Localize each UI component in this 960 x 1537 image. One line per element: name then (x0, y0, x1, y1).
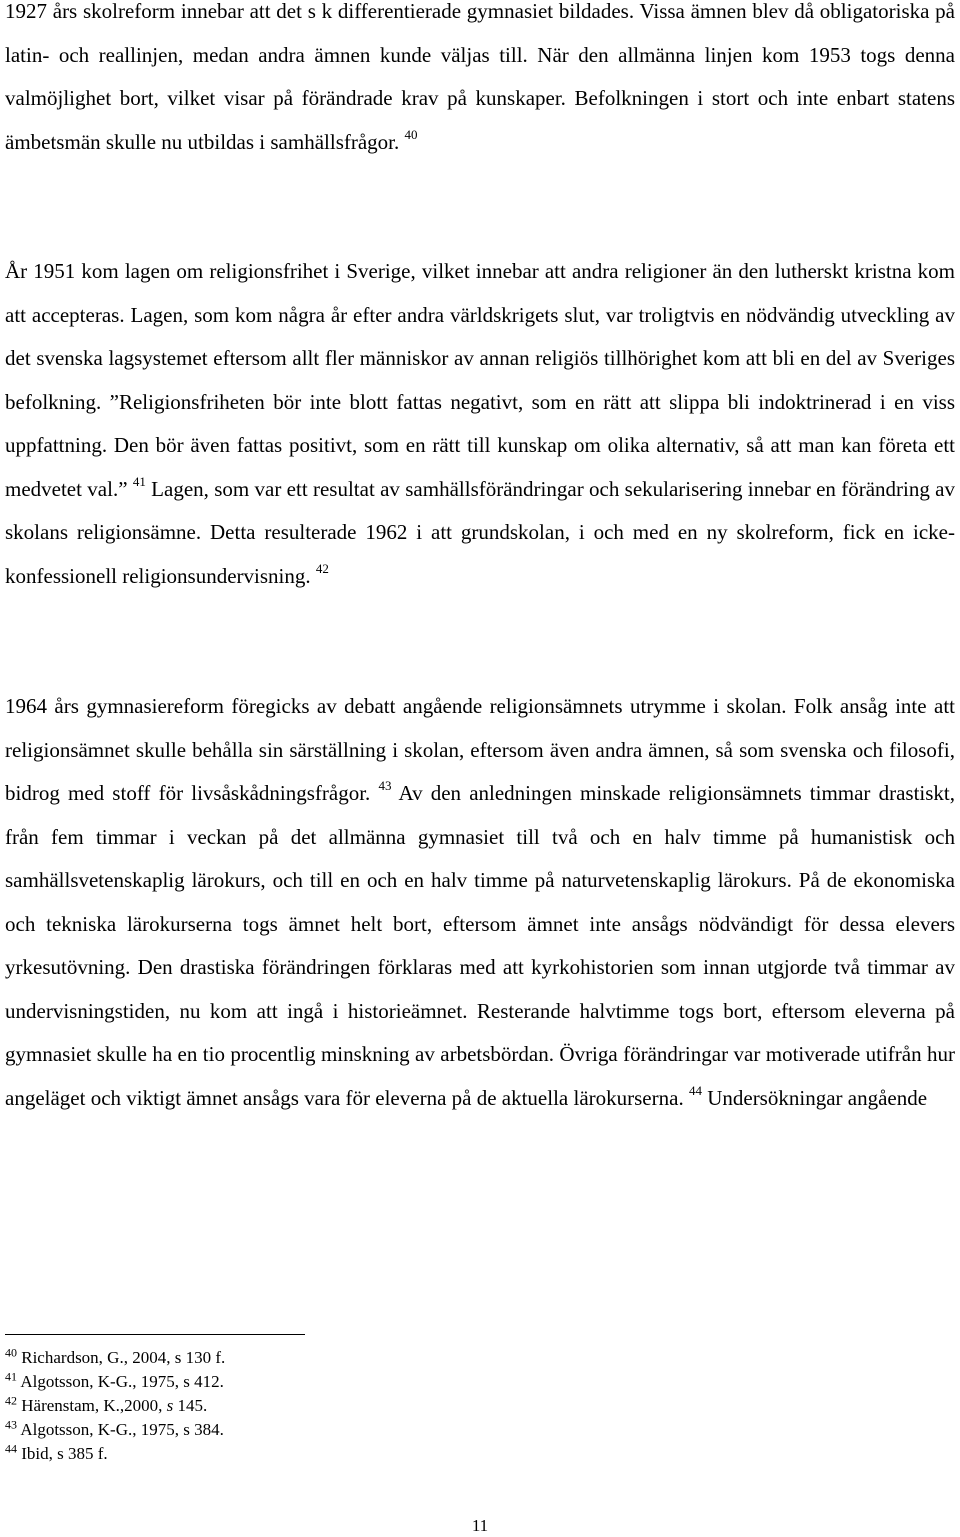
footnote-text: Härenstam, K.,2000, s 145. (21, 1396, 208, 1415)
footnote-number: 44 (5, 1441, 17, 1456)
footnote-ref: 43 (378, 778, 392, 793)
paragraph-3 (5, 685, 955, 1120)
footnote-item (5, 1346, 605, 1370)
footnote-ref: 42 (315, 560, 329, 576)
footnote-text: Ibid, s 385 f. (21, 1444, 108, 1463)
footnote-ref: 44 (688, 1082, 702, 1098)
footnote-list (5, 1346, 605, 1466)
paragraph-1 (5, 0, 955, 164)
footnote-ref: 41 (132, 473, 146, 489)
footnote-text: Algotsson, K-G., 1975, s 412. (20, 1372, 224, 1391)
paragraph-text: År 1951 kom lagen om religionsfrihet i Sverige, vilket innebar att andra religioner än den lutherskt kristna kom att accepteras. Lagen, som kom några år efter andra världskrigets slut, var troligtvis en nödvändig utveckling av det svenska lagsystemet eftersom allt fler människor av annan religiös tillhörighet kom att bli en del av Sveriges befolkning. ”Religionsfriheten bör inte blott fattas negativt, som en rätt att slippa bli indoktrinerad i en viss uppfattning. Den bör även fattas positivt, som en rätt till kunskap om olika alternativ, så att man kan företa ett medvetet val.” (5, 259, 955, 501)
paragraph-2 (5, 250, 955, 598)
footnote-item (5, 1418, 605, 1442)
footnote-number: 40 (5, 1345, 17, 1360)
footnote-number: 43 (5, 1417, 17, 1432)
footnote-item (5, 1394, 605, 1418)
footnote-item (5, 1370, 605, 1394)
paragraph-text: 1927 års skolreform innebar att det s k differentierade gymnasiet bildades. Vissa ämnen blev då obligatoriska på latin- och reallinjen, medan andra ämnen kunde väljas till. När den allmänna linjen kom 1953 togs denna valmöjlighet bort, vilket visar på förändrade krav på kunskaper. Befolkningen i stort och inte enbart statens ämbetsmän skulle nu utbildas i samhällsfrågor. (5, 0, 955, 154)
footnote-item (5, 1442, 605, 1466)
paragraph-text: 1964 års gymnasiereform föregicks av debatt angående religionsämnets utrymme i skolan. Folk ansåg inte att religionsämnet skulle behålla sin särställning i skolan, eftersom även andra ämnen, så som svenska och filosofi, bidrog med stoff för livsåskådningsfrågor. (5, 694, 955, 805)
footnote-number: 42 (5, 1393, 17, 1408)
footnote-text: Algotsson, K-G., 1975, s 384. (20, 1420, 224, 1439)
paragraph-text: Av den anledningen minskade religionsämnets timmar drastiskt, från fem timmar i veckan på det allmänna gymnasiet till två och en halv timme på humanistisk och samhällsvetenskaplig lärokurs, och till en och en halv timme på naturvetenskaplig lärokurs. På de ekonomiska och tekniska lärokurserna togs ämnet helt bort, eftersom ämnet inte ansågs nödvändigt för dessa elevers yrkesutövning. Den drastiska förändringen förklaras med att kyrkohistorien som innan utgjorde två timmar av undervisningstiden, nu kom att ingå i historieämnet. Resterande halvtimme togs bort, eftersom eleverna på gymnasiet skulle ha en tio procentlig minskning av arbetsbördan. Övriga förändringar var motiverade utifrån hur angeläget och viktigt ämnet ansågs vara för eleverna på de aktuella lärokurserna. (5, 781, 956, 1110)
footnote-text: Richardson, G., 2004, s 130 f. (21, 1348, 226, 1367)
footnote-separator (5, 1334, 305, 1335)
page-number: 11 (471, 1516, 489, 1535)
paragraph-text: Lagen, som var ett resultat av samhällsförändringar och sekularisering innebar en förändring av skolans religionsämne. Detta resulterade 1962 i att grundskolan, i och med en ny skolreform, fick en icke- konfessionell religionsundervisning. (5, 476, 955, 588)
paragraph-text: Undersökningar angående (701, 1085, 928, 1110)
footnote-number: 41 (5, 1369, 17, 1384)
footnote-ref: 40 (404, 126, 418, 142)
